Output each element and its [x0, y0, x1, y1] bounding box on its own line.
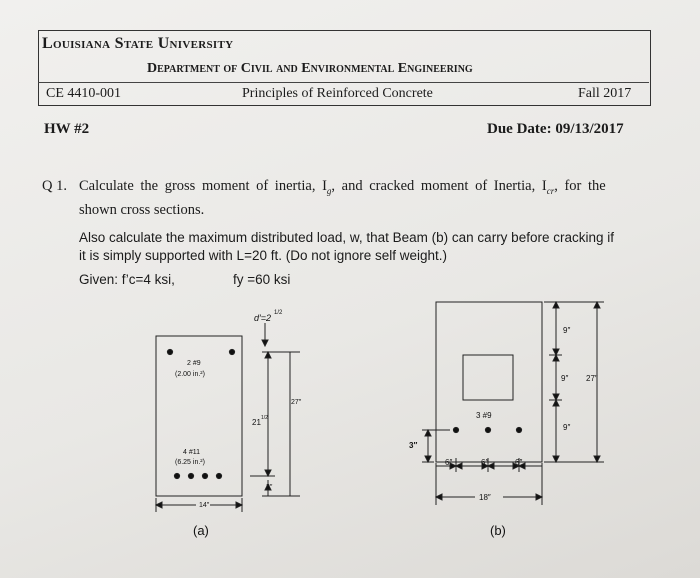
figure-a: [156, 323, 300, 512]
cover-label-b: 3″: [409, 441, 418, 450]
d-prime-frac: 1/2: [274, 310, 283, 316]
d-frac-a: 1/2: [261, 415, 268, 421]
course-code: CE 4410-001: [46, 86, 122, 101]
figure-b: [422, 302, 604, 505]
course-title: Principles of Reinforced Concrete: [242, 86, 433, 101]
width-label-b: 18″: [479, 493, 491, 502]
caption-b: (b): [490, 523, 506, 538]
due-date: Due Date: 09/13/2017: [487, 121, 624, 137]
d-prime-label: d′=2: [254, 313, 271, 323]
seg-label-top: 9″: [563, 326, 571, 335]
d-label-a: 21: [252, 418, 261, 427]
bottom-area-label: (6.25 in.²): [175, 459, 205, 466]
bottom-bar-2: [188, 473, 193, 478]
department-name: Department of Civil and Environmental Engineering: [147, 61, 473, 76]
figure-b-labels: [409, 326, 598, 538]
question-line-2: shown cross sections.: [79, 202, 205, 218]
height-label-a: 27″: [291, 399, 302, 406]
question-line-1-a: Calculate the gross moment of inertia, I: [79, 178, 327, 194]
bottom-bar-4: [216, 473, 221, 478]
seg-label-mid: 9″: [561, 374, 569, 383]
opening-b: [463, 355, 513, 400]
bottom-bar-1: [174, 473, 179, 478]
spacing-label-1: 6″: [445, 458, 453, 467]
question-line-3: Also calculate the maximum distributed load, w, that Beam (b) can carry before cracking if: [79, 230, 614, 245]
width-label-a: 14″: [199, 502, 210, 509]
caption-a: (a): [193, 523, 209, 538]
top-bars-label: 2 #9: [187, 360, 201, 367]
bar-b-1: [453, 427, 458, 432]
top-area-label: (2.00 in.²): [175, 371, 205, 378]
beam-b-outline: [436, 302, 542, 462]
homework-label: HW #2: [44, 121, 90, 137]
given-fy: fy =60 ksi: [233, 272, 291, 287]
bar-b-3: [516, 427, 521, 432]
top-bar-right: [229, 349, 234, 354]
semester: Fall 2017: [578, 86, 632, 101]
sub-cr: cr: [546, 185, 555, 196]
bottom-bar-3: [202, 473, 207, 478]
question-line-1-c: , for the: [554, 178, 606, 194]
question-line-4: it is simply supported with L=20 ft. (Do not ignore self weight.): [79, 248, 448, 263]
seg-label-bot: 9″: [563, 423, 571, 432]
spacing-label-2: 6″: [481, 458, 489, 467]
height-label-b: 27″: [586, 374, 598, 383]
university-name: Louisiana State University: [42, 35, 234, 52]
question-number: Q 1.: [42, 178, 67, 194]
bar-b-2: [485, 427, 490, 432]
question-line-1-b: , and cracked moment of Inertia, I: [331, 178, 547, 194]
cover-label-a: 3″: [266, 484, 273, 491]
bottom-bars-label: 4 #11: [183, 449, 200, 456]
bars-label-b: 3 #9: [476, 411, 492, 420]
given-fc: Given: f’c=4 ksi,: [79, 272, 175, 287]
sub-g: g: [326, 185, 332, 196]
spacing-label-3: 6″: [515, 458, 523, 467]
top-bar-left: [167, 349, 172, 354]
